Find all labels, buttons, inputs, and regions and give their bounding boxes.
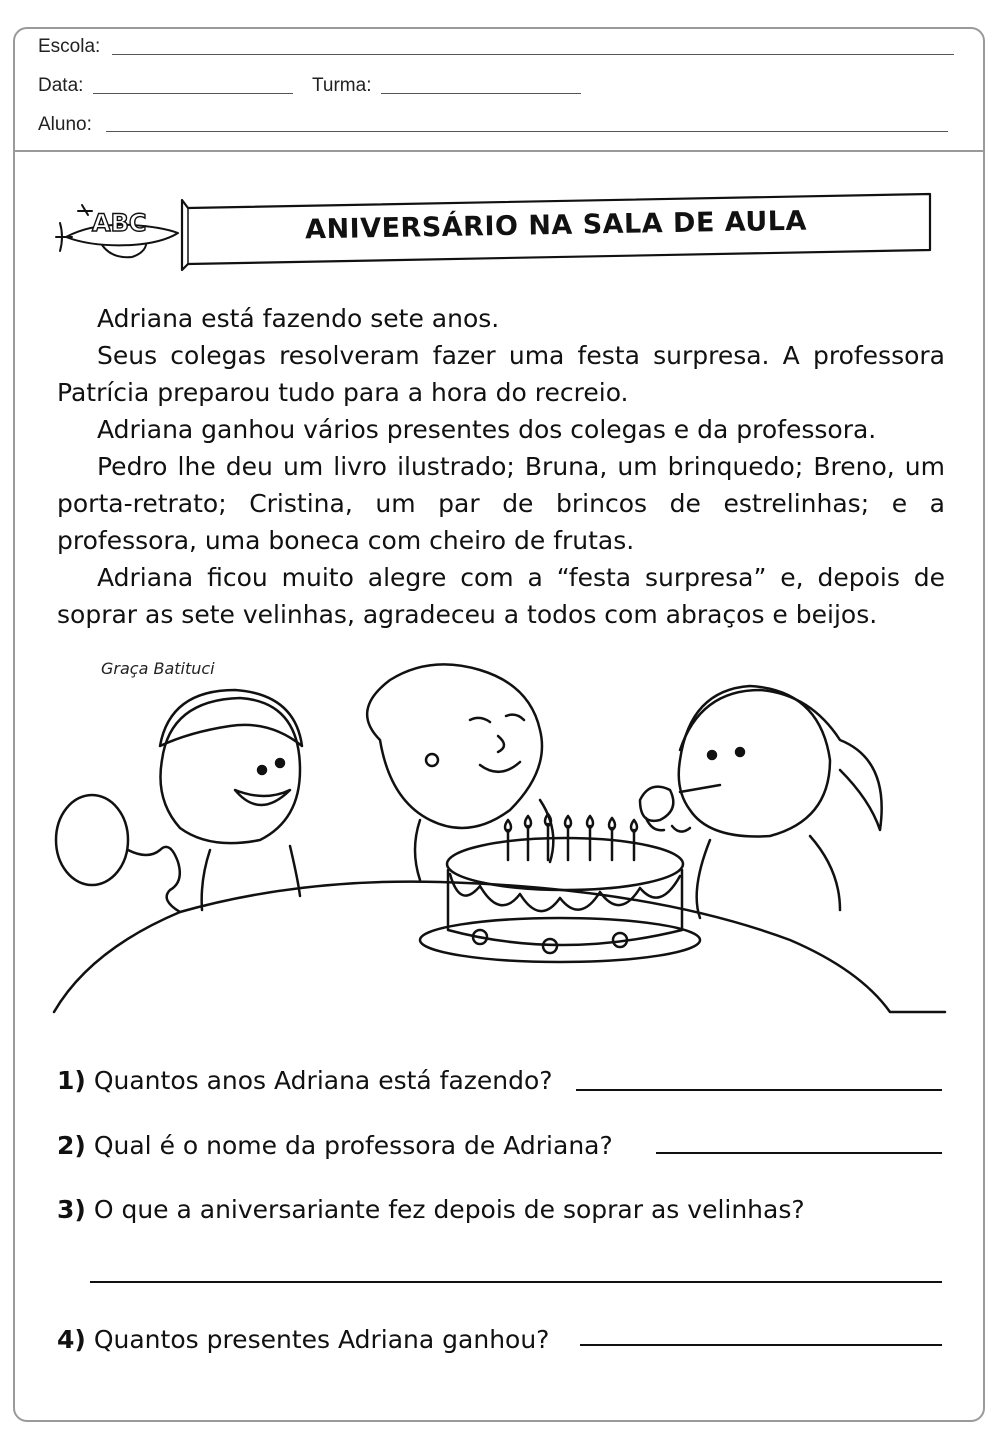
question-text: Quantos presentes Adriana ganhou?	[93, 1325, 550, 1354]
question-2	[57, 1131, 613, 1160]
answer-line-4[interactable]	[580, 1344, 942, 1346]
story-author: Graça Batituci	[101, 659, 215, 678]
page-title: ANIVERSÁRIO NA SALA DE AULA	[304, 205, 808, 246]
class-field[interactable]	[381, 93, 581, 94]
story-paragraph: Seus colegas resolveram fazer uma festa surpresa. A professora Patrícia preparou tudo para a hora do recreio.	[57, 341, 945, 407]
question-3	[57, 1195, 805, 1224]
answer-line-1[interactable]	[576, 1089, 942, 1091]
story-paragraph: Pedro lhe deu um livro ilustrado; Bruna, um brinquedo; Breno, um porta-retrato; Cristina, um par de brincos de estrelinhas; e a professora, uma boneca com cheiro de frutas.	[57, 452, 945, 555]
question-number: 4)	[57, 1325, 86, 1354]
question-4	[57, 1325, 549, 1354]
header-divider	[13, 150, 985, 152]
story-paragraph: Adriana ficou muito alegre com a “festa surpresa” e, depois de soprar as sete velinhas, agradeceu a todos com abraços e beijos.	[57, 563, 945, 629]
school-field[interactable]	[112, 54, 954, 55]
birthday-party-illustration	[50, 650, 950, 1025]
student-label: Aluno:	[38, 114, 92, 135]
class-label: Turma:	[312, 75, 372, 96]
story-text	[57, 300, 945, 633]
date-label: Data:	[38, 75, 84, 96]
question-number: 2)	[57, 1131, 86, 1160]
answer-line-2[interactable]	[656, 1152, 942, 1154]
answer-line-3[interactable]	[90, 1281, 942, 1283]
question-number: 1)	[57, 1066, 86, 1095]
school-label: Escola:	[38, 36, 101, 57]
question-text: Qual é o nome da professora de Adriana?	[93, 1131, 613, 1160]
logo-letters: ABC	[92, 209, 147, 237]
question-text: Quantos anos Adriana está fazendo?	[93, 1066, 553, 1095]
question-text: O que a aniversariante fez depois de soprar as velinhas?	[93, 1195, 805, 1224]
abc-airplane-logo	[52, 193, 182, 273]
story-paragraph: Adriana ganhou vários presentes dos colegas e da professora.	[97, 415, 877, 444]
question-number: 3)	[57, 1195, 86, 1224]
student-field[interactable]	[106, 131, 948, 132]
date-field[interactable]	[93, 93, 293, 94]
question-1	[57, 1066, 553, 1095]
story-paragraph: Adriana está fazendo sete anos.	[97, 304, 500, 333]
